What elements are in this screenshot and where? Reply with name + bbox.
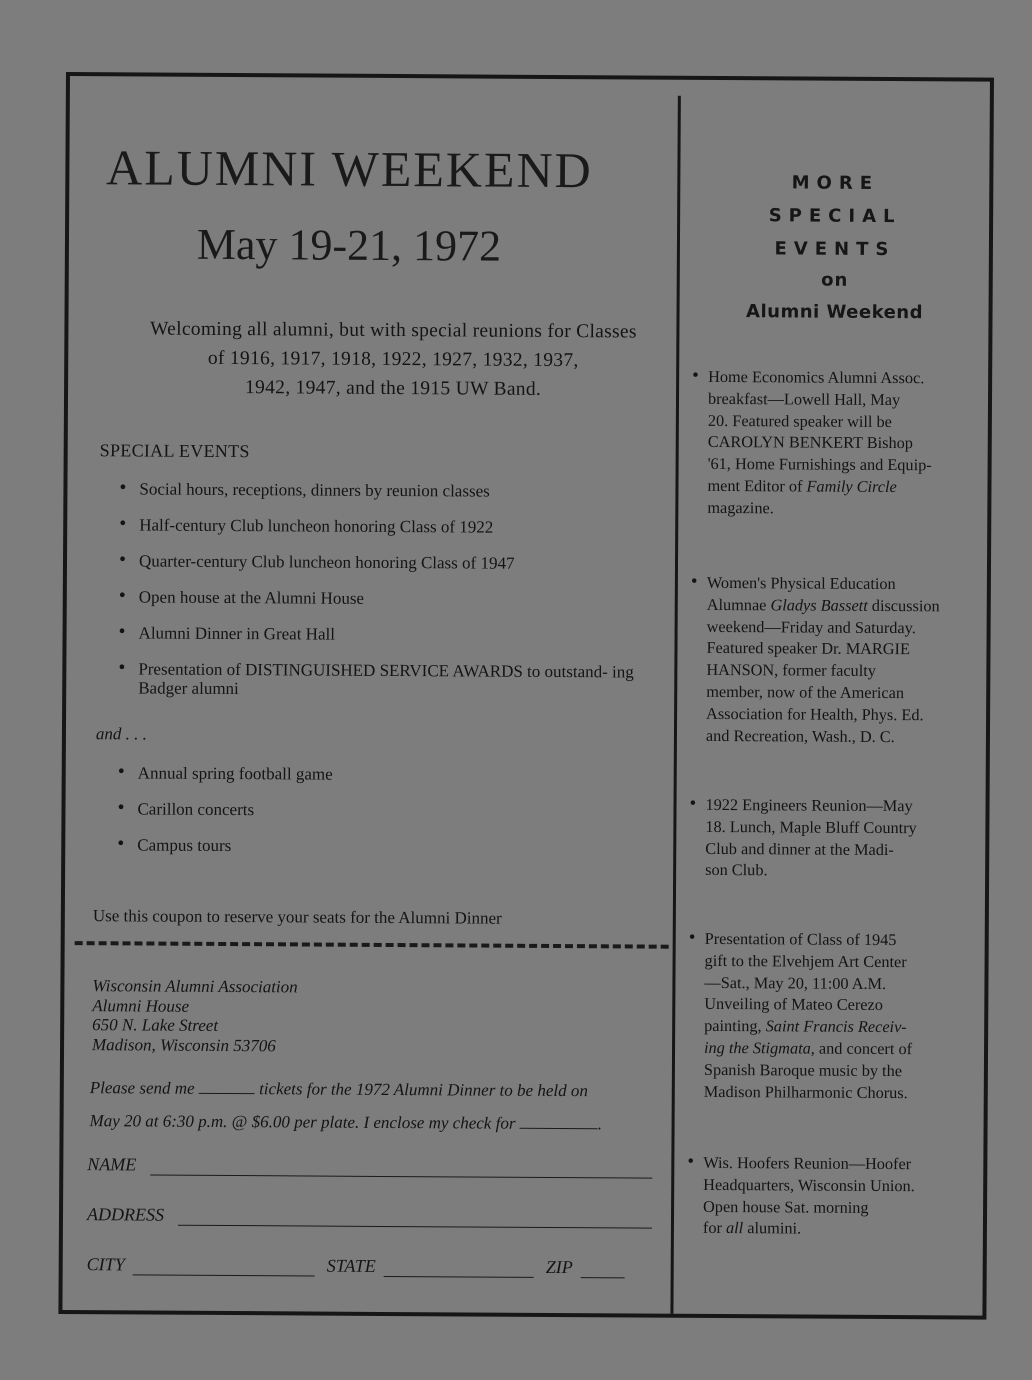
event-date: May 19-21, 1972 [196,219,502,271]
list-item: • Open house at the Alumni House [117,587,667,609]
special-events-heading: SPECIAL EVENTS [99,440,250,462]
address-field[interactable] [178,1211,652,1229]
check-amount-field[interactable] [520,1114,598,1129]
city-field[interactable] [133,1260,315,1276]
city-state-zip-row [87,1254,652,1278]
bullet-icon: • [689,792,697,814]
and-label: and . . . [95,724,148,744]
state-label: STATE [326,1255,376,1276]
list-item: • Quarter-century Club luncheon honoring Class of 1947 [117,551,667,573]
bullet-icon: • [688,926,696,948]
zip-label: ZIP [545,1256,573,1278]
list-item: • Social hours, receptions, dinners by reunion classes [117,479,667,501]
coupon-cut-line [75,941,669,949]
page-title: ALUMNI WEEKEND [105,139,593,199]
mailing-address: Wisconsin Alumni Association Alumni House 650 N. Lake Street Madison, Wisconsin 53706 [92,976,298,1055]
sidebar-event-item: • Home Economics Alumni Assoc. breakfast—Lowell Hall, May 20. Featured speaker will be CAROLYN BENKERT Bishop '61, Home Furnishings and Equip- ment Editor of Family Circle magazine. [692,364,932,518]
sidebar-event-item: • Wis. Hoofers Reunion—Hoofer Headquarters, Wisconsin Union. Open house Sat. morning for all alumini. [687,1150,915,1238]
name-label: NAME [87,1154,137,1175]
more-events-list [115,763,666,874]
sidebar-event-item: • Presentation of Class of 1945 gift to the Elvehjem Art Center —Sat., May 20, 11:00 A.M. Unveiling of Mateo Cerezo painting, Saint Francis Receiv- ing the Stigmata, and concert of Spanish Baroque music by the Madison Philharmonic Chorus. [688,926,913,1102]
main-column [62,76,676,1314]
name-row [87,1154,652,1178]
bullet-icon: • [690,570,698,592]
address-row [87,1204,652,1228]
name-field[interactable] [150,1161,652,1179]
order-text: Please send me tickets for the 1972 Alumni Dinner to be held on May 20 at 6:30 p.m. @ $6.00 per plate. I enclose my check for . [89,1078,603,1134]
state-field[interactable] [384,1262,534,1278]
city-label: CITY [86,1254,125,1275]
page-border [58,72,994,1320]
bullet-icon: • [687,1150,695,1172]
sidebar [678,80,986,1316]
list-item: • Presentation of DISTINGUISHED SERVICE AWARDS to outstand- ing Badger alumni [116,659,666,700]
sidebar-event-item: • Women's Physical Education Alumnae Gladys Bassett discussion weekend—Friday and Saturday. Featured speaker Dr. MARGIE HANSON, former faculty member, now of the American Association for Health, Phys. Ed. and Recreation, Wash., D. C. [690,570,940,746]
zip-field[interactable] [581,1263,625,1278]
welcome-text: Welcoming all alumni, but with special reunions for Classes of 1916, 1917, 1918, 1922, 1927, 1932, 1937, 1942, 1947, and the 1915 UW Band. [149,318,637,400]
list-item: • Annual spring football game [116,763,666,785]
sidebar-heading: MORE SPECIAL EVENTS on Alumni Weekend [746,172,924,324]
sidebar-event-item: • 1922 Engineers Reunion—May 18. Lunch, Maple Bluff Country Club and dinner at the Madi- son Club. [689,792,917,880]
list-item: • Campus tours [115,835,665,857]
list-item: • Half-century Club luncheon honoring Class of 1922 [117,515,667,537]
ticket-count-field[interactable] [199,1079,255,1094]
special-events-list [116,479,667,717]
list-item: • Carillon concerts [115,799,665,821]
bullet-icon: • [692,364,699,386]
coupon-intro: Use this coupon to reserve your seats for the Alumni Dinner [92,906,502,928]
address-label: ADDRESS [86,1204,165,1225]
list-item: • Alumni Dinner in Great Hall [117,623,667,645]
